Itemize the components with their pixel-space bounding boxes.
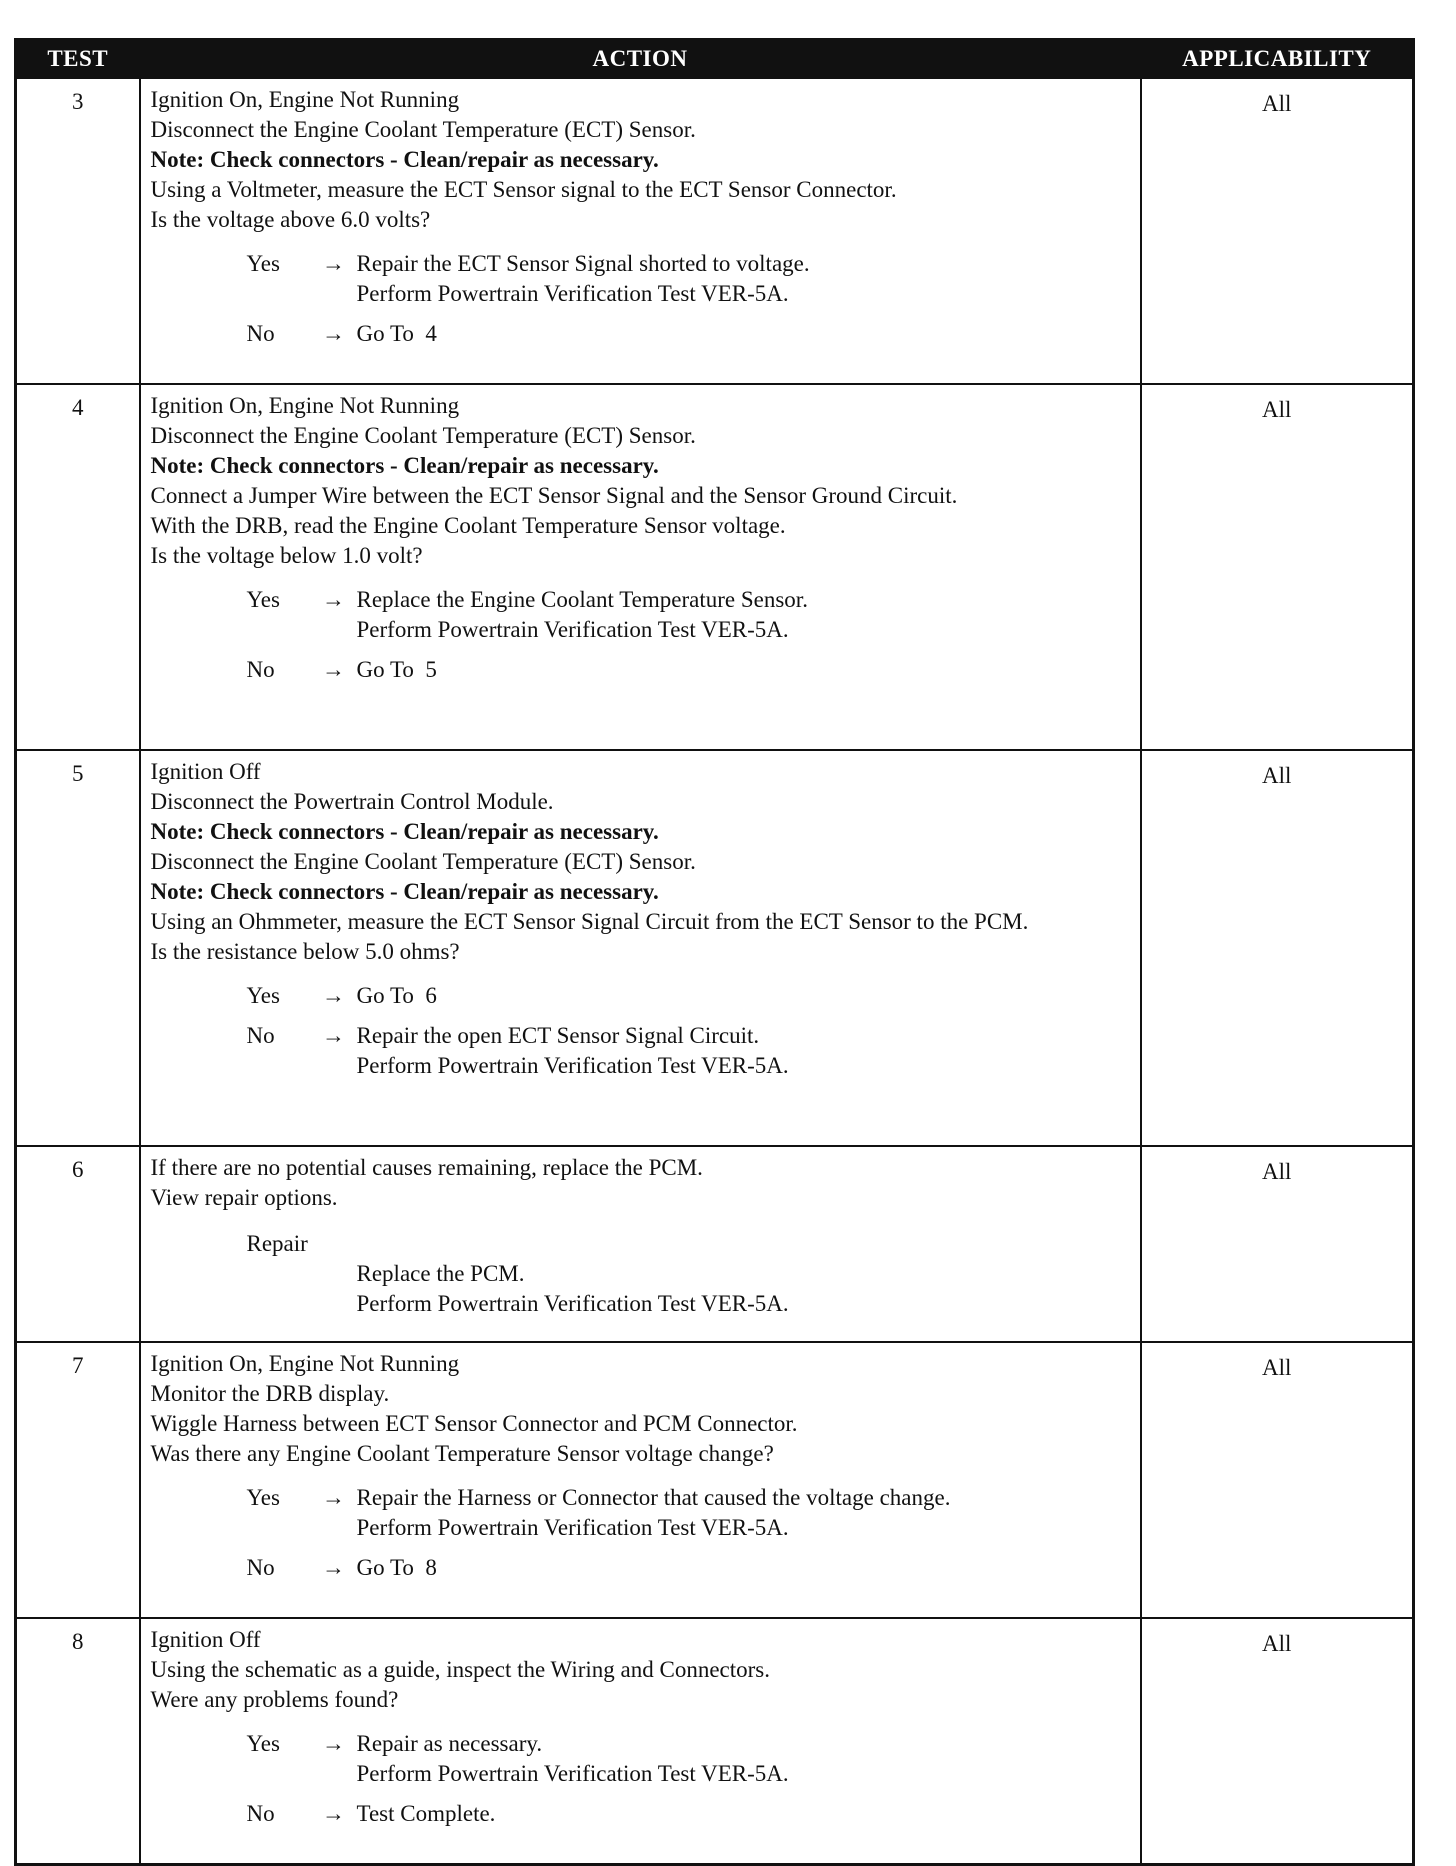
diagnostic-table — [14, 38, 1415, 1866]
no-response — [151, 1799, 1132, 1829]
arrow-icon: → — [322, 1801, 345, 1826]
action-line: Is the resistance below 5.0 ohms? — [150, 939, 460, 964]
arrow-icon: → — [322, 1485, 345, 1510]
table-row — [16, 78, 1414, 384]
yes-label: Yes — [246, 587, 280, 612]
action-line: Was there any Engine Coolant Temperature Sensor voltage change? — [150, 1441, 774, 1466]
response-text: Test Complete. — [356, 1801, 496, 1826]
no-response — [151, 655, 1132, 685]
action-line: Disconnect the Engine Coolant Temperature (ECT) Sensor. — [150, 117, 696, 142]
response-text: Go To 6 — [356, 983, 437, 1008]
no-response — [151, 1553, 1132, 1583]
no-response — [151, 1021, 1132, 1081]
arrow-icon: → — [322, 657, 345, 682]
yes-response — [151, 249, 1132, 309]
applicability-value: All — [1141, 78, 1414, 384]
table-header-row — [16, 40, 1414, 79]
action-line: Ignition On, Engine Not Running — [150, 1351, 460, 1376]
test-number: 7 — [16, 1342, 140, 1618]
repair-label: Repair — [246, 1231, 308, 1256]
arrow-icon: → — [322, 1023, 345, 1048]
no-response — [151, 319, 1132, 349]
action-line: Were any problems found? — [150, 1687, 399, 1712]
yes-label: Yes — [246, 1731, 280, 1756]
action-line: Using an Ohmmeter, measure the ECT Sensor Signal Circuit from the ECT Sensor to the PCM. — [150, 909, 1029, 934]
action-cell — [140, 1146, 1141, 1342]
table-row — [16, 1618, 1414, 1864]
action-line: Using the schematic as a guide, inspect the Wiring and Connectors. — [150, 1657, 770, 1682]
arrow-icon: → — [322, 1555, 345, 1580]
no-label: No — [246, 321, 275, 346]
applicability-column-header: APPLICABILITY — [1141, 40, 1414, 79]
test-number: 3 — [16, 78, 140, 384]
action-cell — [140, 1618, 1141, 1864]
arrow-icon: → — [322, 983, 345, 1008]
arrow-icon: → — [322, 251, 345, 276]
action-line: Ignition Off — [150, 1627, 261, 1652]
action-line: Monitor the DRB display. — [150, 1381, 390, 1406]
note-line: Note: Check connectors - Clean/repair as necessary. — [150, 879, 659, 904]
repair-text: Perform Powertrain Verification Test VER-5A. — [356, 1291, 789, 1316]
response-text: Perform Powertrain Verification Test VER-5A. — [356, 1761, 789, 1786]
test-number: 4 — [16, 384, 140, 750]
action-line: Wiggle Harness between ECT Sensor Connector and PCM Connector. — [150, 1411, 798, 1436]
response-text: Repair as necessary. — [356, 1731, 543, 1756]
repair-text: Replace the PCM. — [356, 1261, 525, 1286]
action-line: Is the voltage above 6.0 volts? — [150, 207, 431, 232]
response-text: Replace the Engine Coolant Temperature Sensor. — [356, 587, 808, 612]
arrow-icon: → — [322, 587, 345, 612]
yes-label: Yes — [246, 251, 280, 276]
action-line: Connect a Jumper Wire between the ECT Sensor Signal and the Sensor Ground Circuit. — [150, 483, 958, 508]
response-text: Perform Powertrain Verification Test VER-5A. — [356, 1053, 789, 1078]
note-line: Note: Check connectors - Clean/repair as necessary. — [150, 147, 659, 172]
action-line: Is the voltage below 1.0 volt? — [150, 543, 423, 568]
applicability-value: All — [1141, 1146, 1414, 1342]
response-text: Go To 4 — [356, 321, 437, 346]
table-row — [16, 750, 1414, 1146]
response-text: Repair the Harness or Connector that caused the voltage change. — [356, 1485, 951, 1510]
response-text: Repair the ECT Sensor Signal shorted to voltage. — [356, 251, 810, 276]
yes-label: Yes — [246, 1485, 280, 1510]
action-cell — [140, 384, 1141, 750]
response-text: Go To 8 — [356, 1555, 437, 1580]
applicability-value: All — [1141, 1618, 1414, 1864]
action-line: Disconnect the Engine Coolant Temperature (ECT) Sensor. — [150, 423, 696, 448]
response-text: Perform Powertrain Verification Test VER-5A. — [356, 617, 789, 642]
arrow-icon: → — [322, 321, 345, 346]
note-line: Note: Check connectors - Clean/repair as necessary. — [150, 819, 659, 844]
test-number: 6 — [16, 1146, 140, 1342]
test-column-header: TEST — [16, 40, 140, 79]
test-number: 8 — [16, 1618, 140, 1864]
yes-response — [151, 1483, 1132, 1543]
action-line: View repair options. — [150, 1185, 338, 1210]
yes-response — [151, 585, 1132, 645]
note-line: Note: Check connectors - Clean/repair as necessary. — [150, 453, 659, 478]
no-label: No — [246, 657, 275, 682]
action-line: Disconnect the Engine Coolant Temperature (ECT) Sensor. — [150, 849, 696, 874]
table-row — [16, 384, 1414, 750]
no-label: No — [246, 1801, 275, 1826]
applicability-value: All — [1141, 1342, 1414, 1618]
action-cell — [140, 750, 1141, 1146]
table-row — [16, 1342, 1414, 1618]
diagnostic-procedure-sheet — [14, 38, 1412, 1866]
action-line: Ignition On, Engine Not Running — [150, 87, 460, 112]
action-column-header: ACTION — [140, 40, 1141, 79]
action-line: If there are no potential causes remaining, replace the PCM. — [150, 1155, 703, 1180]
action-line: Ignition Off — [150, 759, 261, 784]
action-line: Using a Voltmeter, measure the ECT Sensor signal to the ECT Sensor Connector. — [150, 177, 897, 202]
response-text: Perform Powertrain Verification Test VER-5A. — [356, 281, 789, 306]
response-text: Repair the open ECT Sensor Signal Circuit. — [356, 1023, 760, 1048]
action-line: Disconnect the Powertrain Control Module. — [150, 789, 554, 814]
action-cell — [140, 78, 1141, 384]
yes-response — [151, 981, 1132, 1011]
arrow-icon: → — [322, 1731, 345, 1756]
table-row — [16, 1146, 1414, 1342]
yes-response — [151, 1729, 1132, 1789]
action-cell — [140, 1342, 1141, 1618]
response-text: Perform Powertrain Verification Test VER-5A. — [356, 1515, 789, 1540]
test-number: 5 — [16, 750, 140, 1146]
no-label: No — [246, 1023, 275, 1048]
response-text: Go To 5 — [356, 657, 437, 682]
action-line: Ignition On, Engine Not Running — [150, 393, 460, 418]
no-label: No — [246, 1555, 275, 1580]
applicability-value: All — [1141, 384, 1414, 750]
action-line: With the DRB, read the Engine Coolant Temperature Sensor voltage. — [150, 513, 786, 538]
yes-label: Yes — [246, 983, 280, 1008]
applicability-value: All — [1141, 750, 1414, 1146]
